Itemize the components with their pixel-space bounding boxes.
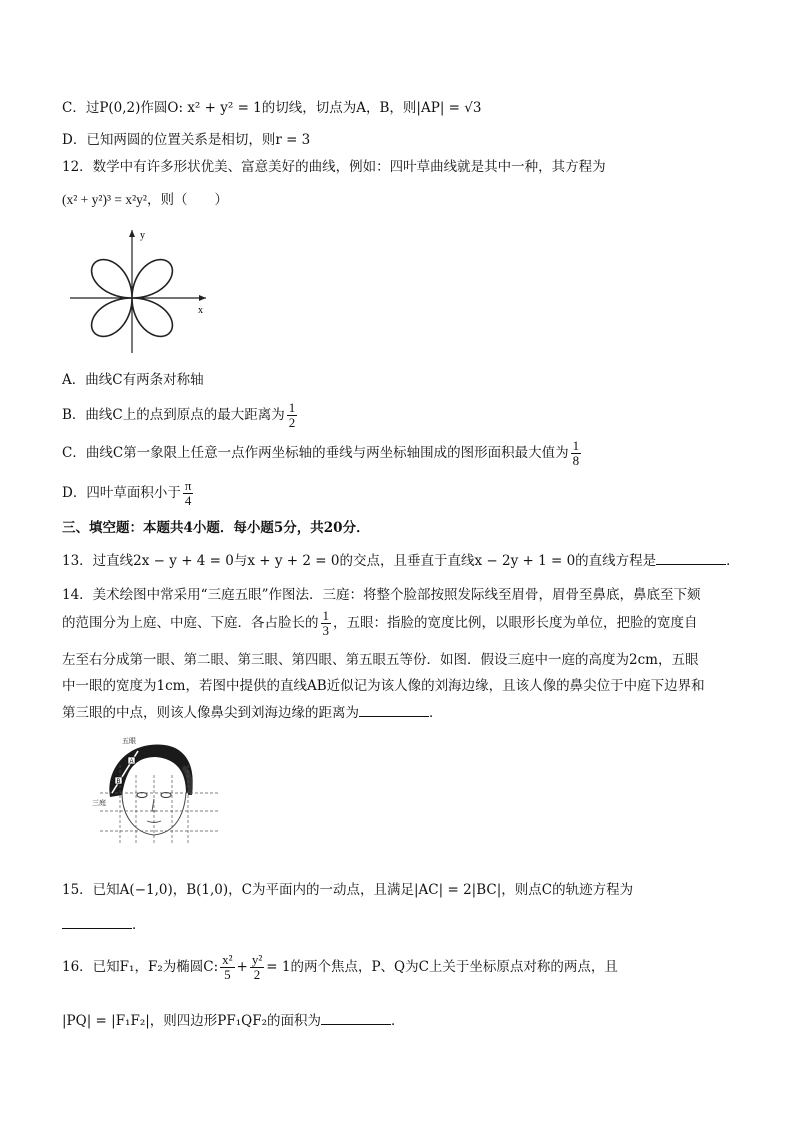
q12-option-b [62,400,299,430]
q12-stem: 12．数学中有许多形状优美、富意美好的曲线，例如：四叶草曲线就是其中一种，其方程为 [62,159,606,175]
q16-frac2: $\frac{\text{y²}}{2}$ [251,952,263,982]
hair-shape [109,744,192,797]
q12-option-c-text: C．曲线C第一象限上任意一点作两坐标轴的垂线与两坐标轴围成的图形面积最大值为 [62,445,569,461]
q12-option-d-text: D．四叶草面积小于 [62,485,181,501]
face-sketch [92,735,227,845]
q13-text: 13．过直线2x − y + 4 = 0与x + y + 2 = 0的交点，且垂直于直线x − 2y + 1 = 0的直线方程是 [62,553,657,569]
five-eyes-label: 五眼 [122,737,136,745]
q14-answer-blank [359,702,429,717]
face-drawing-figure [92,735,227,845]
q16-line2: |PQ| = |F₁F₂|，则四边形PF₁QF₂的面积为 ． [62,1010,405,1031]
q14-line5: 第三眼的中点，则该人像鼻尖到刘海边缘的距离为 ． [62,702,443,723]
q15-answer-blank [62,914,132,929]
three-courts-label: 三庭 [92,799,106,807]
four-leaf-clover-figure [66,225,216,360]
q14-line1: 14．美术绘图中常采用“三庭五眼”作图法．三庭：将整个脸部按照发际线至眉骨，眉骨至鼻底，鼻底至下颏 [62,587,701,603]
q12-option-b-frac: $\frac{1}{2}$ [288,400,296,430]
section3-heading: 三、填空题：本题共4小题．每小题5分，共20分． [62,520,370,536]
q12-option-d-frac: $\frac{\pi}{4}$ [184,478,192,508]
q15-text: 15．已知A(−1,0)，B(1,0)，C为平面内的一动点，且满足|AC| = 2|BC|，则点C的轨迹方程为 [62,882,634,898]
q13: 13．过直线2x − y + 4 = 0与x + y + 2 = 0的交点，且垂直于直线x − 2y + 1 = 0的直线方程是 ． [62,550,740,571]
q12-option-d [62,478,195,508]
point-a-label: A [129,759,134,765]
x-axis-label: x [198,305,203,316]
q13-answer-blank [656,550,726,565]
q15-answer: ． [62,914,146,935]
q12-option-c-frac: $\frac{1}{8}$ [572,438,580,468]
q14-line4: 中一眼的宽度为1cm，若图中提供的直线AB近似记为该人像的刘海边缘，且该人像的鼻尖位于中庭下边界和 [62,678,705,694]
q12-option-c [62,438,583,468]
point-b-label: B [116,779,121,785]
q12-option-a: A．曲线C有两条对称轴 [62,372,204,388]
q16-frac1: $\frac{\text{x²}}{5}$ [222,952,233,982]
clover-graph [66,225,216,360]
y-axis-label: y [140,230,145,241]
q11-option-c: C．过P(0,2)作圆O: x² + y² = 1的切线，切点为A，B，则|AP| = √3 [62,100,482,116]
q12-option-b-text: B．曲线C上的点到原点的最大距离为 [62,407,285,423]
q14-line3: 左至右分成第一眼、第二眼、第三眼、第四眼、第五眼五等份．如图．假设三庭中一庭的高度为2cm，五眼 [62,652,699,668]
q11-option-d: D．已知两圆的位置关系是相切，则r = 3 [62,132,311,148]
q14-frac: $\frac{1}{3}$ [322,608,329,638]
q12-equation: (x² + y²)³ = x²y²，则（ ） [62,192,228,207]
q16-line1: 16．已知F₁，F₂为椭圆C: $\frac{\text{x²}}{5}$ + $\frac{\text{y²}}{2}$ = 1的两个焦点，P、Q为C上关于坐标原点对称的两点，且 [62,952,618,982]
q14-line2: 的范围分为上庭、中庭、下庭．各占脸长的 $\frac{1}{3}$ ，五眼：指脸的宽度比例，以眼形长度为单位，把脸的宽度自 [62,608,698,638]
q16-answer-blank [321,1010,391,1025]
